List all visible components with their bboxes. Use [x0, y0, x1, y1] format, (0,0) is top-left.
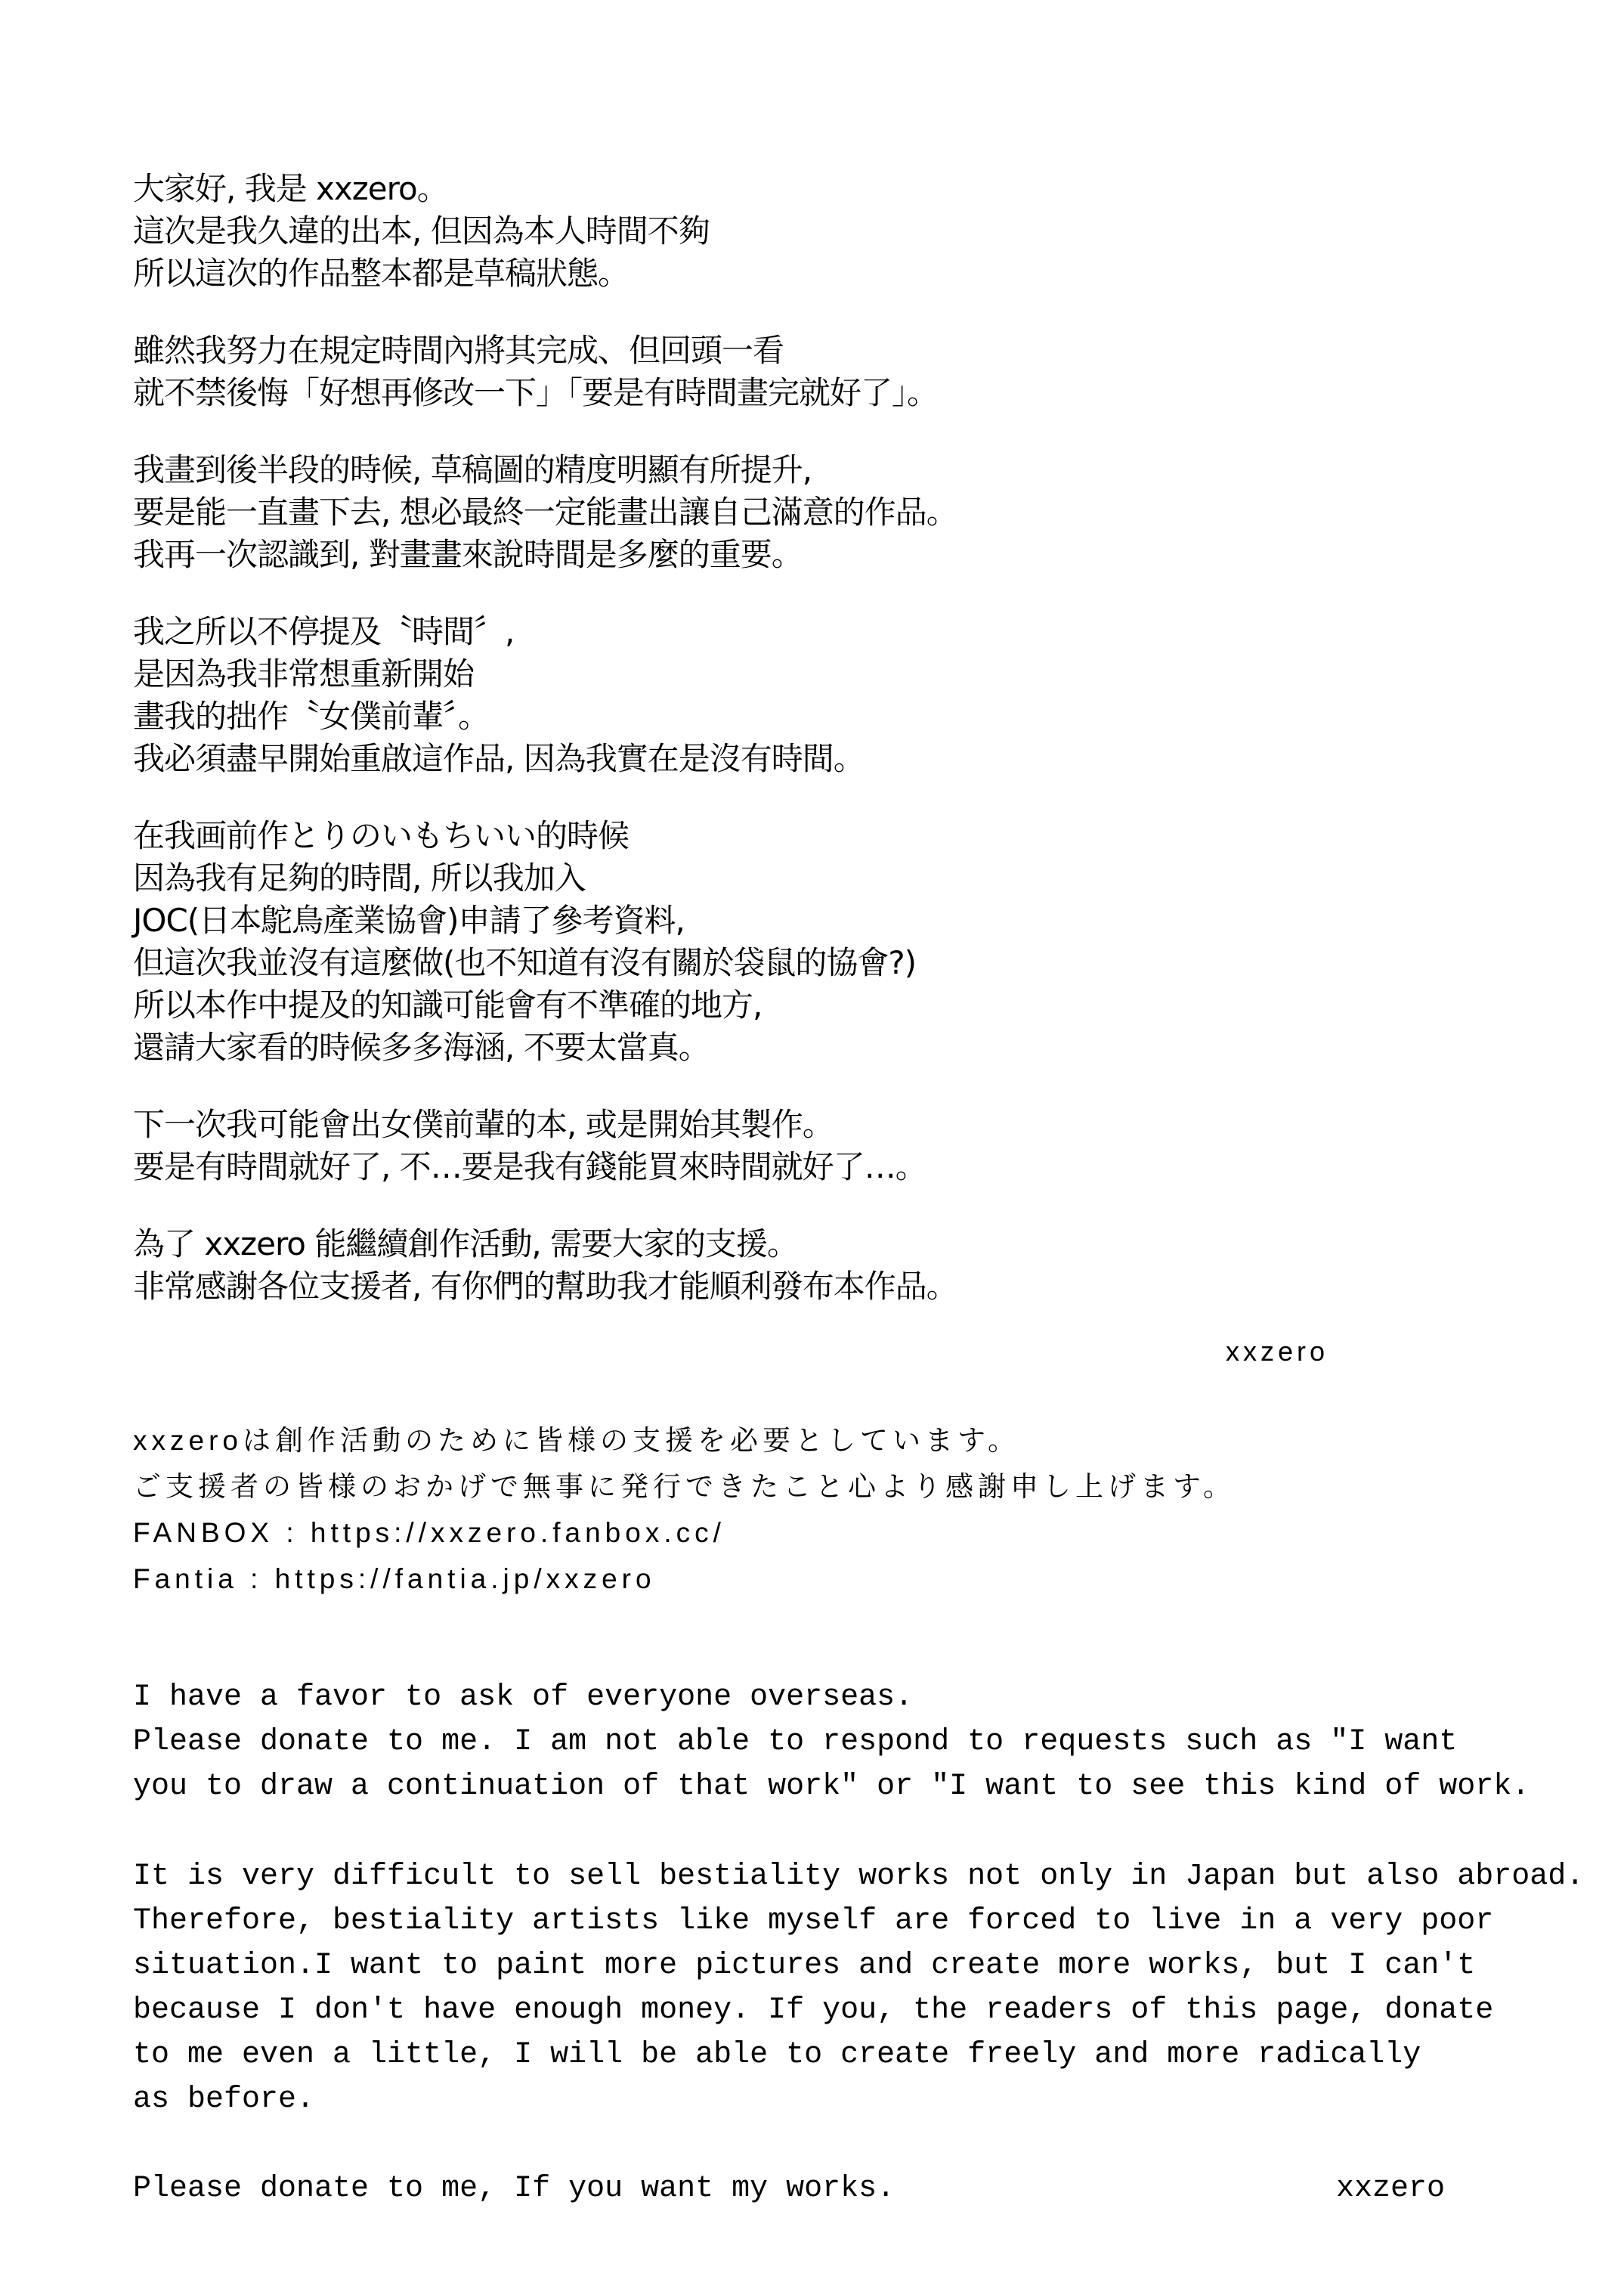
chinese-message: [133, 168, 957, 1343]
text-line: 還請大家看的時候多多海涵, 不要太當真。: [133, 1029, 710, 1066]
text-line: 所以這次的作品整本都是草稿狀態。: [133, 255, 629, 292]
text-line: 雖然我努力在規定時間內將其完成、但回頭一看: [133, 332, 784, 369]
paragraph: [133, 330, 957, 414]
text-line: 所以本作中提及的知識可能會有不準確的地方,: [133, 986, 763, 1024]
text-line: 我必須盡早開始重啟這作品, 因為我實在是沒有時間。: [133, 740, 865, 777]
text-line: 我再一次認識到, 對畫畫來說時間是多麼的重要。: [133, 536, 803, 573]
text-line: 為了 xxzero 能繼續創作活動, 需要大家的支援。: [133, 1225, 799, 1262]
paragraph: [133, 1223, 957, 1308]
paragraph: [133, 1675, 1584, 1809]
text-line: 我畫到後半段的時候, 草稿圖的精度明顯有所提升,: [133, 451, 812, 488]
text-line: 這次是我久違的出本, 但因為本人時間不夠: [133, 212, 710, 249]
paragraph: [133, 815, 957, 1069]
text-line: 要是有時間就好了, 不…要是我有錢能買來時間就好了…。: [133, 1148, 926, 1185]
text-line: I have a favor to ask of everyone overseas.: [133, 1680, 914, 1714]
english-signature: xxzero: [1336, 2172, 1446, 2206]
text-line: 因為我有足夠的時間, 所以我加入: [133, 859, 586, 897]
fantia-link[interactable]: Fantia : https://fantia.jp/xxzero: [133, 1563, 656, 1594]
text-line: 就不禁後悔「好想再修改一下」「要是有時間畫完就好了」。: [133, 374, 939, 411]
english-closing: Please donate to me, If you want my works.: [133, 2172, 896, 2206]
text-line: JOC(日本鴕鳥產業協會)申請了參考資料,: [133, 902, 685, 939]
text-line: 是因為我非常想重新開始: [133, 655, 475, 692]
text-line: you to draw a continuation of that work" or "I want to see this kind of work.: [133, 1770, 1530, 1804]
text-line: 要是能一直畫下去, 想必最終一定能畫出讓自己滿意的作品。: [133, 494, 957, 531]
text-line: Therefore, bestiality artists like myself are forced to live in a very poor: [133, 1904, 1494, 1938]
text-line: 但這次我並沒有這麼做(也不知道有沒有關於袋鼠的協會?): [133, 944, 917, 981]
text-line: 非常感謝各位支援者, 有你們的幫助我才能順利發布本作品。: [133, 1268, 957, 1305]
english-message: [133, 1675, 1584, 2167]
paragraph: [133, 1854, 1584, 2122]
text-line: as before.: [133, 2083, 315, 2117]
text-line: 我之所以不停提及〝時間〞,: [133, 613, 515, 650]
text-line: 大家好, 我是 xxzero。: [133, 170, 448, 207]
text-line: It is very difficult to sell bestiality works not only in Japan but also abroad.: [133, 1860, 1585, 1894]
paragraph: [133, 168, 957, 295]
text-line: 畫我的拙作〝女僕前輩〞。: [133, 698, 490, 735]
japanese-line: xxzeroは創作活動のために皆様の支援を必要としています。: [133, 1425, 1021, 1456]
text-line: 在我画前作とりのいもちいい的時候: [133, 817, 629, 854]
paragraph: [133, 449, 957, 576]
text-line: 下一次我可能會出女僕前輩的本, 或是開始其製作。: [133, 1106, 834, 1143]
japanese-message: [133, 1417, 1236, 1602]
paragraph: [133, 1104, 957, 1188]
fanbox-link[interactable]: FANBOX : https://xxzero.fanbox.cc/: [133, 1517, 725, 1548]
chinese-signature: xxzero: [1226, 1336, 1329, 1367]
text-line: because I don't have enough money. If you, the readers of this page, donate: [133, 1993, 1494, 2027]
text-line: Please donate to me. I am not able to respond to requests such as "I want: [133, 1725, 1458, 1759]
japanese-line: ご支援者の皆様のおかげで無事に発行できたこと心より感謝申し上げます。: [133, 1471, 1236, 1502]
text-line: to me even a little, I will be able to create freely and more radically: [133, 2038, 1421, 2072]
text-line: situation.I want to paint more pictures and create more works, but I can't: [133, 1949, 1476, 1983]
paragraph: [133, 611, 957, 780]
